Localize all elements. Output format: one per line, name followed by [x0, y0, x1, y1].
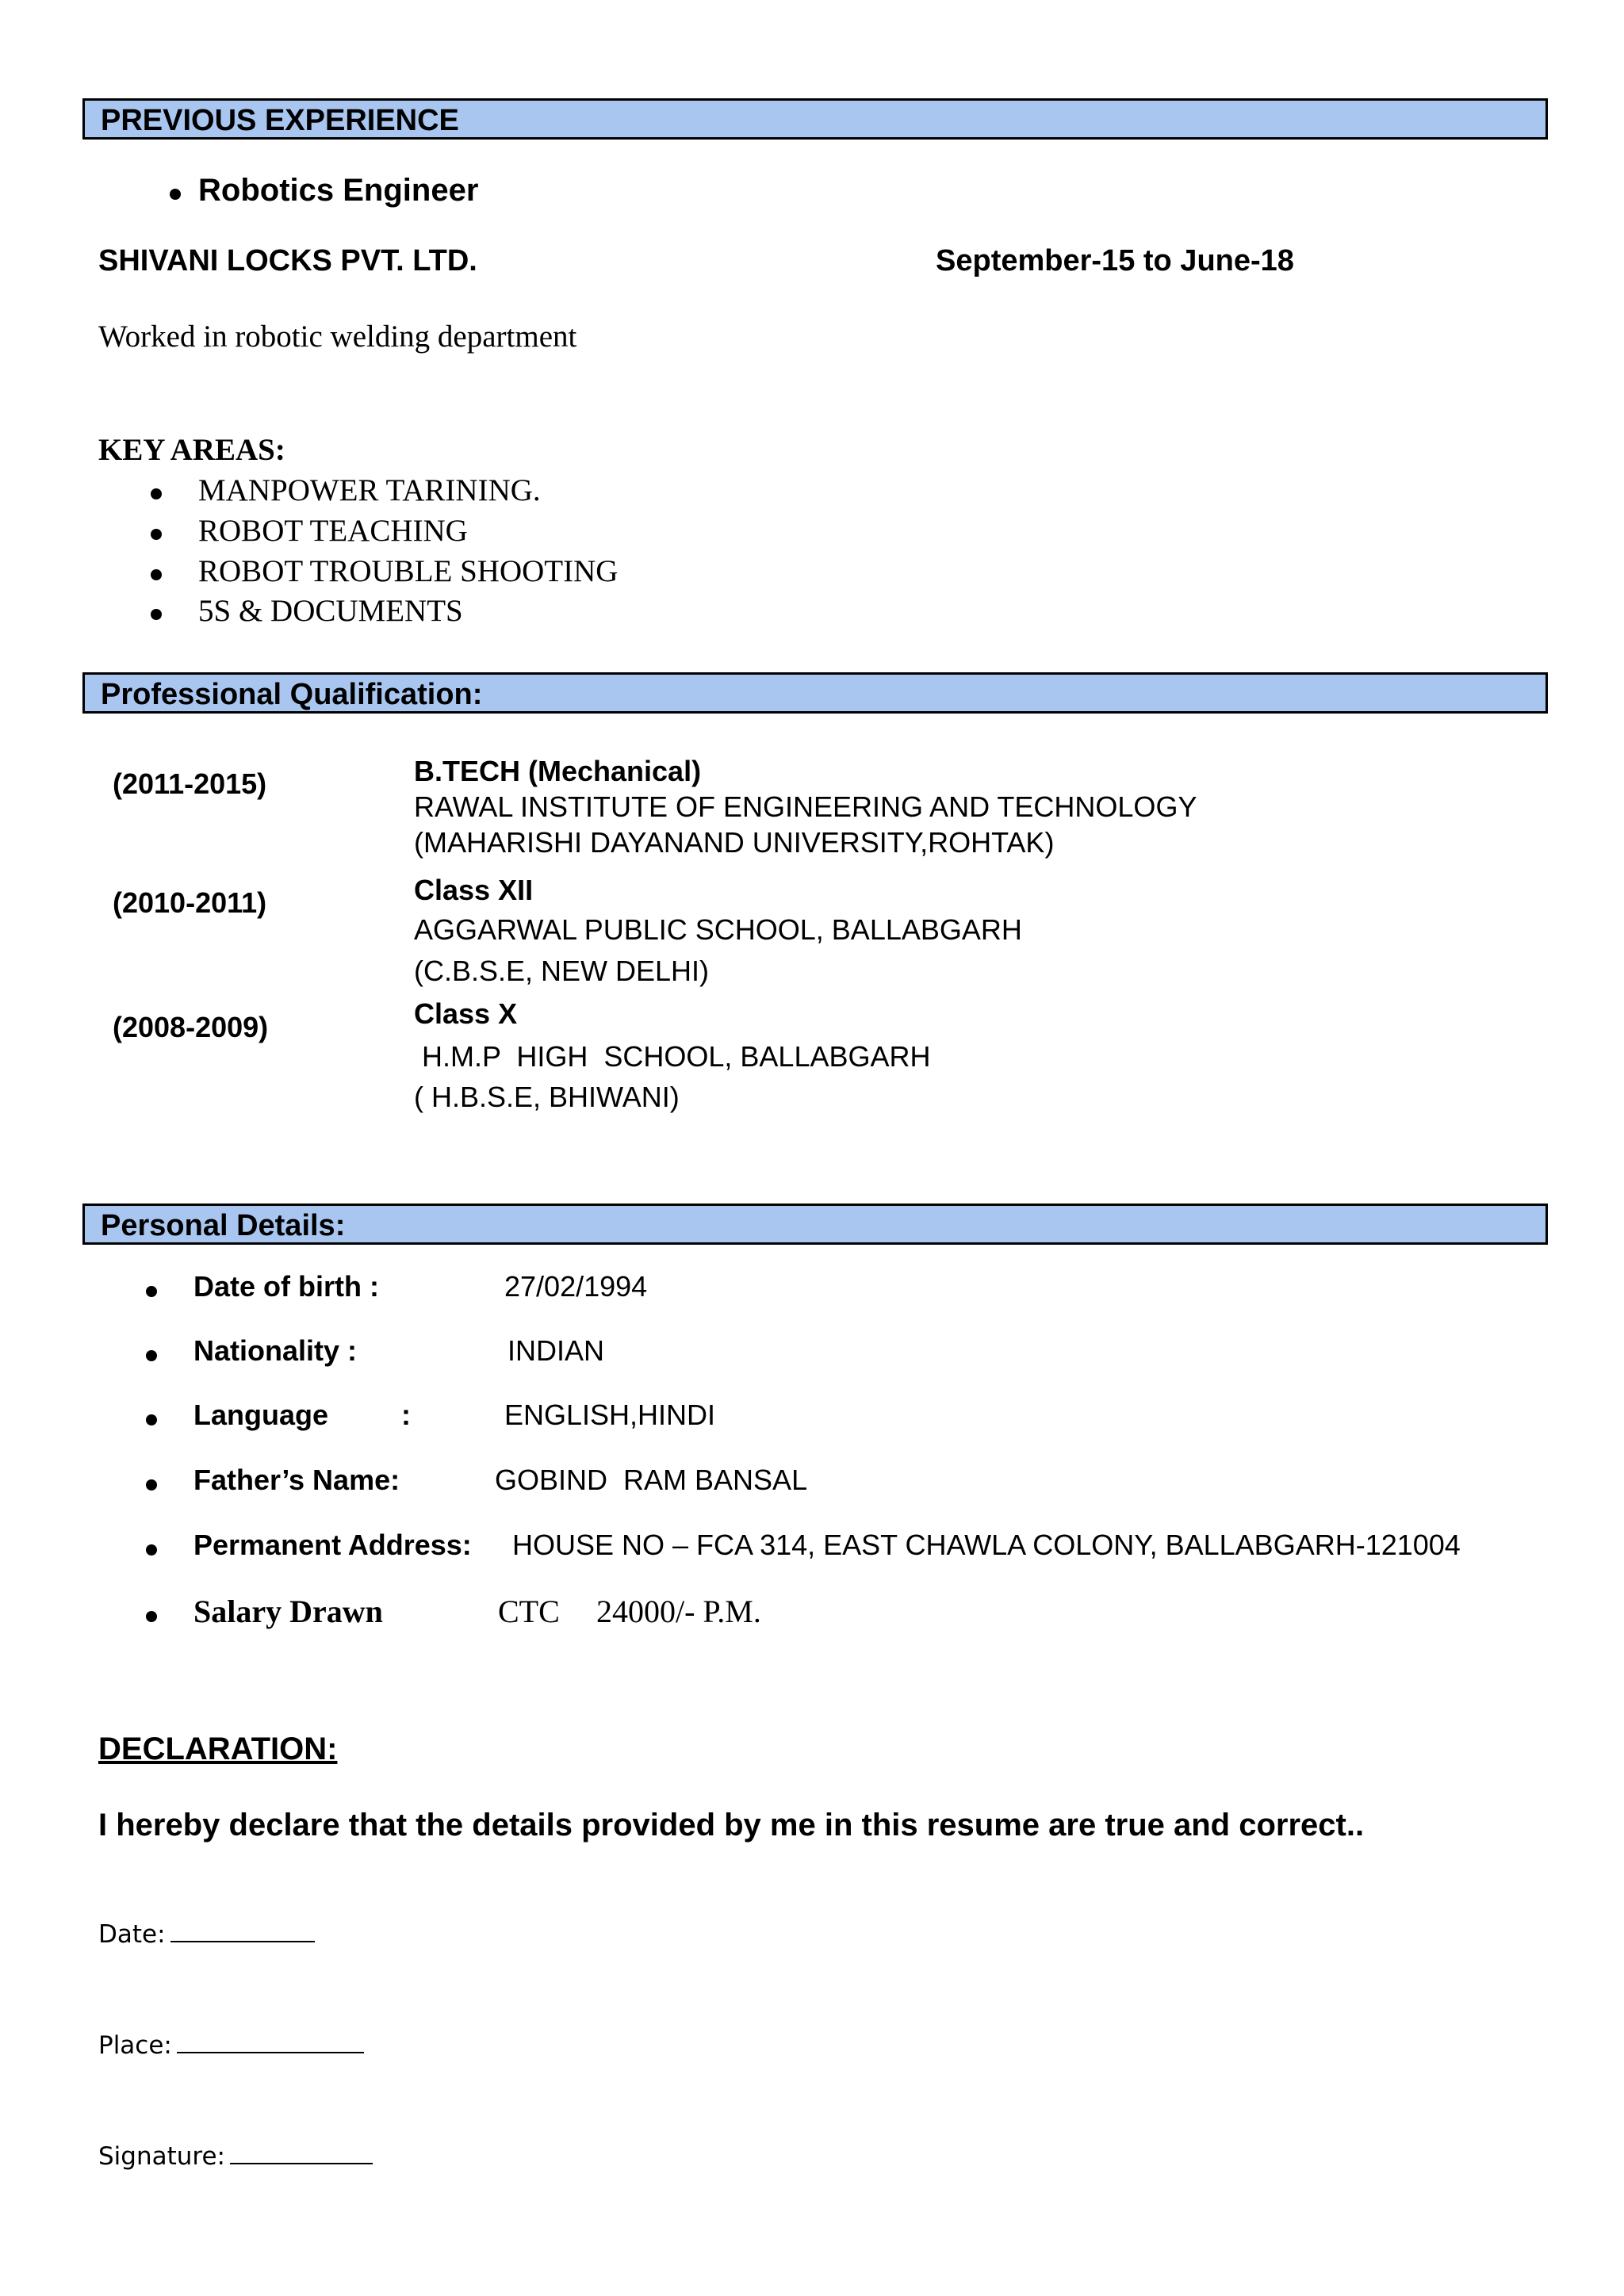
- salary-amount: 24000/- P.M.: [596, 1594, 761, 1629]
- place-line: [177, 2028, 364, 2053]
- permanent-address-label: Permanent Address:: [193, 1529, 472, 1561]
- key-areas-heading: KEY AREAS:: [98, 433, 285, 467]
- language-colon: :: [401, 1399, 411, 1431]
- language-label: Language: [193, 1399, 329, 1431]
- qualification-years: (2008-2009): [113, 1011, 269, 1043]
- qualification-board: (MAHARISHI DAYANAND UNIVERSITY,ROHTAK): [414, 826, 1055, 859]
- personal-details-header: [82, 1203, 1548, 1245]
- bullet-icon: [151, 529, 162, 540]
- key-area-item: MANPOWER TARINING.: [198, 473, 541, 507]
- bullet-icon: [151, 569, 162, 580]
- bullet-icon: [146, 1611, 157, 1622]
- place-field: [98, 2028, 364, 2060]
- bullet-icon: [146, 1286, 157, 1297]
- bullet-icon: [146, 1479, 157, 1490]
- nationality-value: INDIAN: [508, 1334, 605, 1367]
- qualification-degree: Class X: [414, 997, 518, 1030]
- qualification-board: ( H.B.S.E, BHIWANI): [414, 1081, 680, 1113]
- language-value: ENGLISH,HINDI: [504, 1399, 716, 1431]
- qualification-degree: B.TECH (Mechanical): [414, 755, 702, 787]
- date-of-birth-label: Date of birth :: [193, 1270, 379, 1303]
- bullet-icon: [146, 1350, 157, 1361]
- signature-line: [230, 2139, 373, 2164]
- declaration-heading: DECLARATION:: [98, 1732, 338, 1766]
- section-heading: PREVIOUS EXPERIENCE: [101, 104, 459, 137]
- qualification-years: (2010-2011): [113, 886, 267, 919]
- declaration-text: I hereby declare that the details provided by me in this resume are true and correct..: [98, 1808, 1365, 1843]
- key-area-item: 5S & DOCUMENTS: [198, 594, 463, 628]
- date-line: [170, 1917, 315, 1942]
- qualification-institute: AGGARWAL PUBLIC SCHOOL, BALLABGARH: [414, 913, 1022, 946]
- bullet-icon: [151, 609, 162, 620]
- key-area-item: ROBOT TEACHING: [198, 514, 468, 548]
- date-field: [98, 1917, 315, 1949]
- salary-label: Salary Drawn: [193, 1594, 383, 1629]
- date-label: Date:: [98, 1920, 166, 1949]
- fathers-name-label: Father’s Name:: [193, 1464, 400, 1496]
- signature-field: [98, 2139, 373, 2171]
- bullet-icon: [146, 1414, 157, 1425]
- section-heading: Personal Details:: [101, 1209, 346, 1242]
- company-name: SHIVANI LOCKS PVT. LTD.: [98, 244, 477, 277]
- qualification-institute: H.M.P HIGH SCHOOL, BALLABGARH: [414, 1040, 931, 1073]
- nationality-label: Nationality :: [193, 1334, 358, 1367]
- qualification-header: [82, 672, 1548, 714]
- key-area-item: ROBOT TROUBLE SHOOTING: [198, 554, 619, 588]
- job-role: Robotics Engineer: [198, 173, 479, 208]
- salary-ctc: CTC: [498, 1594, 560, 1629]
- bullet-icon: [146, 1544, 157, 1556]
- bullet-icon: [170, 189, 181, 200]
- permanent-address-value: HOUSE NO – FCA 314, EAST CHAWLA COLONY, BALLABGARH-121004: [512, 1529, 1461, 1561]
- previous-experience-header: [82, 98, 1548, 140]
- signature-label: Signature:: [98, 2142, 225, 2171]
- fathers-name-value: GOBIND RAM BANSAL: [495, 1464, 808, 1496]
- place-label: Place:: [98, 2031, 172, 2060]
- qualification-institute: RAWAL INSTITUTE OF ENGINEERING AND TECHNOLOGY: [414, 790, 1197, 823]
- qualification-years: (2011-2015): [113, 767, 267, 800]
- employment-period: September-15 to June-18: [936, 244, 1294, 277]
- qualification-degree: Class XII: [414, 874, 534, 906]
- job-description: Worked in robotic welding department: [98, 320, 577, 354]
- section-heading: Professional Qualification:: [101, 678, 483, 711]
- date-of-birth-value: 27/02/1994: [504, 1270, 648, 1303]
- qualification-board: (C.B.S.E, NEW DELHI): [414, 955, 710, 987]
- bullet-icon: [151, 488, 162, 499]
